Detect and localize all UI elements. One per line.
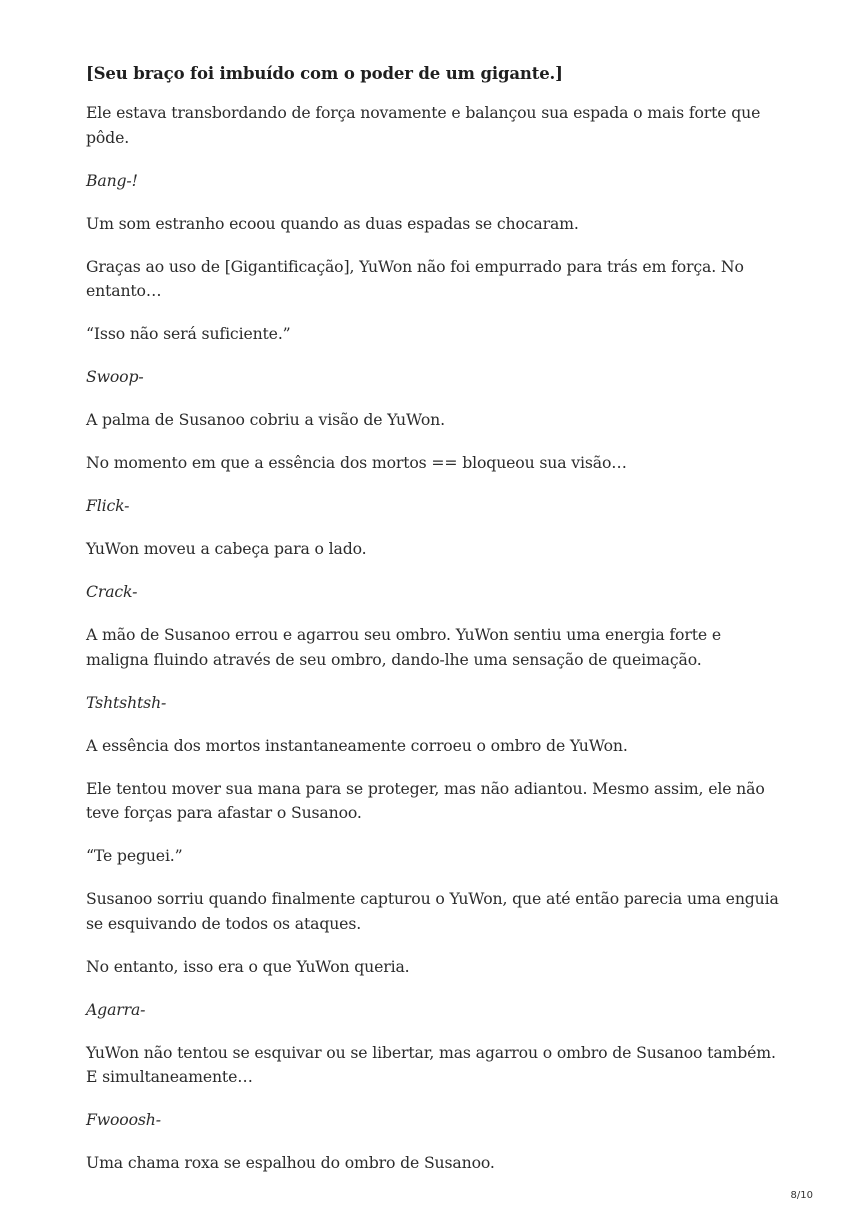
paragraph: No entanto, isso era o que YuWon queria. [86,956,410,976]
paragraph: Ele tentou mover sua mana para se proteger, mas não adiantou. Mesmo assim, ele não teve forças para afastar o Susanoo. [86,778,765,822]
paragraph: A essência dos mortos instantaneamente corroeu o ombro de YuWon. [86,735,628,755]
paragraph: A palma de Susanoo cobriu a visão de YuWon. [86,410,445,429]
paragraph: No momento em que a essência dos mortos == bloqueou sua visão… [86,453,627,472]
sound-effect: Agarra- [86,999,146,1019]
paragraph: A mão de Susanoo errou e agarrou seu ombro. YuWon sentiu uma energia forte e maligna fluindo através de seu ombro, dando-lhe uma sensação de queimação. [86,625,721,669]
paragraph: Ele estava transbordando de força novamente e balançou sua espada o mais forte que pôde. [86,103,761,147]
paragraph: YuWon moveu a cabeça para o lado. [86,539,367,558]
sound-effect: Flick- [86,496,130,515]
paragraph: YuWon não tentou se esquivar ou se libertar, mas agarrou o ombro de Susanoo também. E simultaneamente… [86,1042,776,1086]
paragraph: Graças ao uso de [Gigantificação], YuWon não foi empurrado para trás em força. No entanto… [86,256,744,300]
document-body [86,61,786,1194]
paragraph: Susanoo sorriu quando finalmente capturou o YuWon, que até então parecia uma enguia se esquivando de todos os ataques. [86,889,779,933]
sound-effect: Bang-! [86,170,138,190]
page-number: 8/10 [790,1190,813,1201]
sound-effect: Fwooosh- [86,1110,161,1129]
sound-effect: Tshtshtsh- [86,692,167,712]
sound-effect: Crack- [86,582,138,601]
paragraph: Uma chama roxa se espalhou do ombro de Susanoo. [86,1153,495,1172]
paragraph-heading: [Seu braço foi imbuído com o poder de um gigante.] [86,64,563,83]
paragraph: Um som estranho ecoou quando as duas espadas se chocaram. [86,213,579,233]
sound-effect: Swoop- [86,367,144,386]
dialogue: “Te peguei.” [86,846,183,865]
dialogue: “Isso não será suficiente.” [86,324,291,343]
